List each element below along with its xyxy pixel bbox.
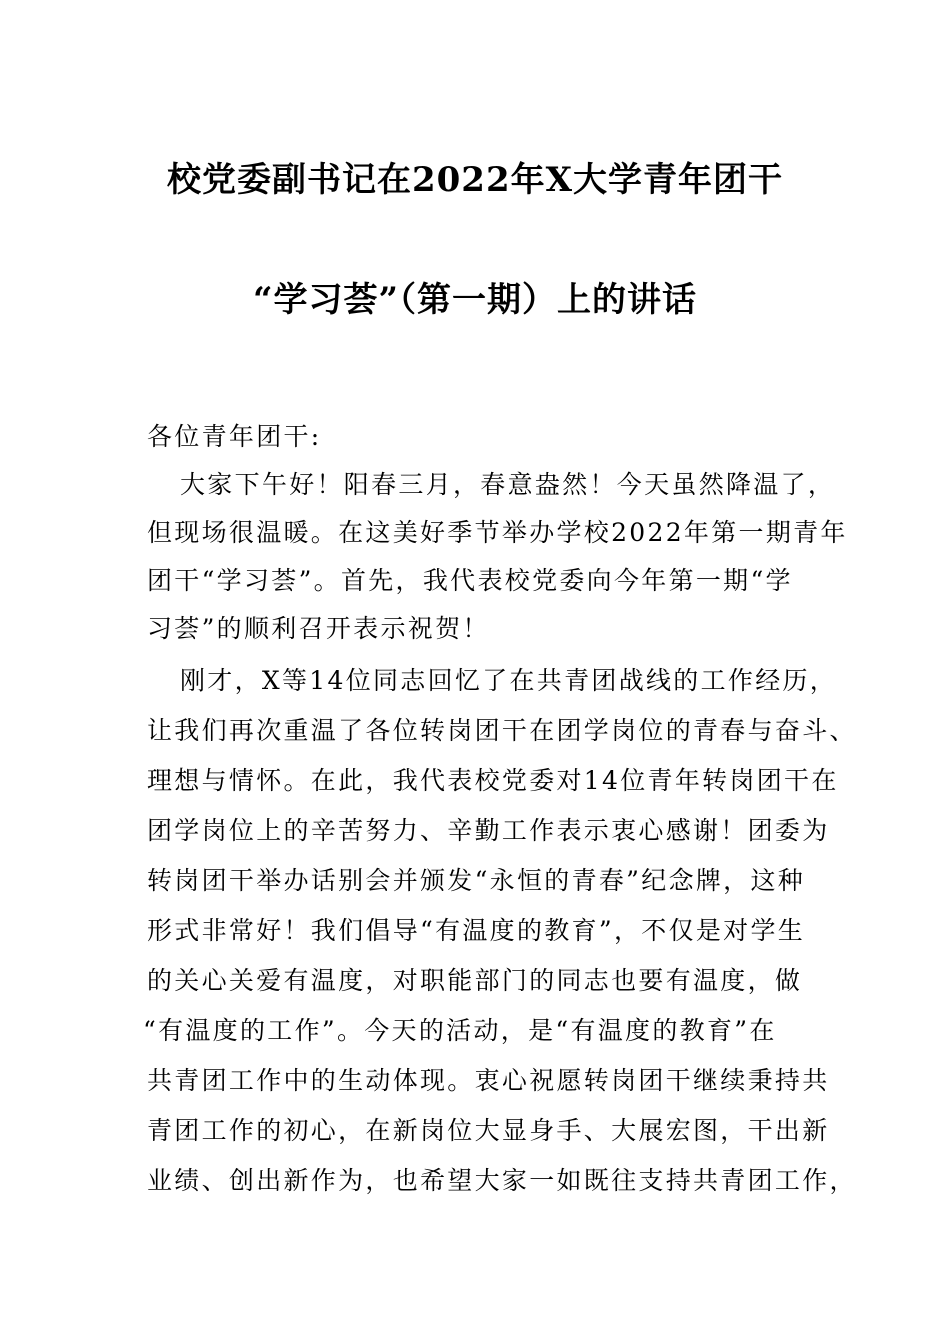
- body-line-13: 共青团工作中的生动体现。衷心祝愿转岗团干继续秉持共: [147, 1066, 830, 1095]
- body-line-12: “有温度的工作”。今天的活动，是“有温度的教育”在: [143, 1016, 777, 1045]
- document-title-line-2: “学习荟”（第一期）上的讲话: [252, 280, 698, 320]
- body-line-6: 让我们再次重温了各位转岗团干在团学岗位的青春与奋斗、: [147, 716, 857, 745]
- body-line-15: 业绩、创出新作为，也希望大家一如既往支持共青团工作，: [147, 1166, 857, 1195]
- body-line-11: 的关心关爱有温度，对职能部门的同志也要有温度，做: [147, 966, 803, 995]
- body-line-10: 形式非常好！我们倡导“有温度的教育”，不仅是对学生: [147, 916, 806, 945]
- salutation: 各位青年团干:: [147, 422, 322, 451]
- body-line-7: 理想与情怀。在此，我代表校党委对14位青年转岗团干在: [147, 766, 839, 795]
- body-line-8: 团学岗位上的辛苦努力、辛勤工作表示衷心感谢！团委为: [147, 816, 830, 845]
- body-line-9: 转岗团干举办话别会并颁发“永恒的青春”纪念牌，这种: [147, 866, 806, 895]
- body-line-5: 刚才，X等14位同志回忆了在共青团战线的工作经历，: [180, 666, 838, 695]
- body-line-4: 习荟”的顺利召开表示祝贺！: [147, 614, 490, 643]
- document-title-line-1: 校党委副书记在2022年X大学青年团干: [166, 160, 783, 200]
- body-line-14: 青团工作的初心，在新岗位大显身手、大展宏图，干出新: [147, 1116, 830, 1145]
- body-line-2: 但现场很温暖。在这美好季节举办学校2022年第一期青年: [147, 518, 848, 547]
- body-line-1: 大家下午好！阳春三月，春意盎然！今天虽然降温了，: [180, 470, 836, 499]
- body-line-3: 团干“学习荟”。首先，我代表校党委向今年第一期“学: [147, 566, 793, 595]
